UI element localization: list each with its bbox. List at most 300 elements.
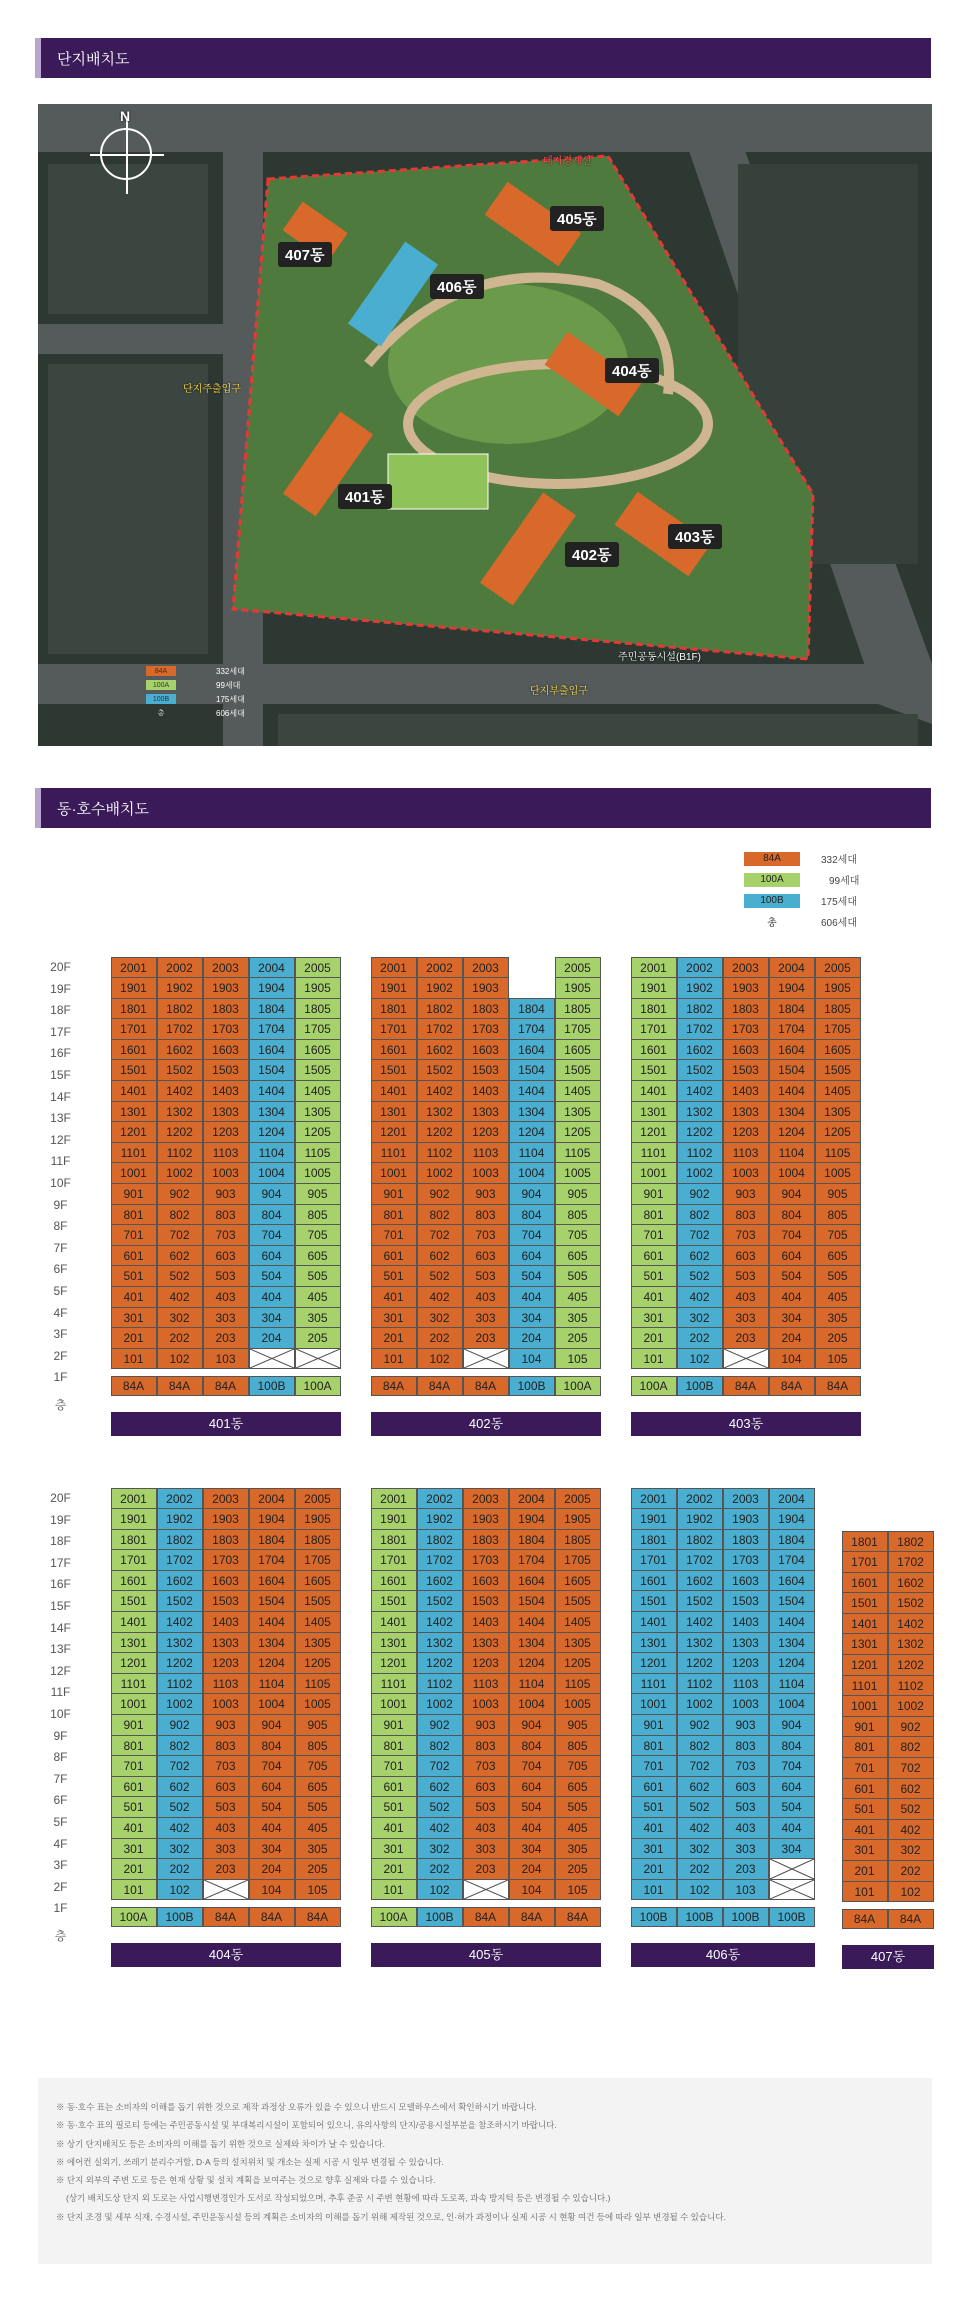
floor-label: 10F <box>50 1706 71 1721</box>
unit-cell: 1205 <box>295 1652 341 1674</box>
unit-cell: 1803 <box>723 998 769 1020</box>
unit-cell: 1203 <box>463 1121 509 1143</box>
unit-cell: 2003 <box>463 957 509 979</box>
unit-cell: 1702 <box>157 1018 203 1040</box>
unit-cell: 1103 <box>203 1673 249 1695</box>
unit-cell: 1103 <box>463 1142 509 1164</box>
unit-cell: 1901 <box>371 1508 417 1530</box>
floor-label: 9F <box>53 1197 68 1212</box>
unit-cell: 1401 <box>111 1080 157 1102</box>
unit-cell: 1703 <box>723 1549 769 1571</box>
unit-cell: 302 <box>157 1838 203 1860</box>
unit-cell: 705 <box>295 1755 341 1777</box>
unit-cell: 1305 <box>555 1632 601 1654</box>
unit-cell: 1101 <box>631 1142 677 1164</box>
floor-label: 1F <box>53 1901 68 1916</box>
unit-cell: 1901 <box>631 977 677 999</box>
dong-block-406동 <box>631 1488 815 1967</box>
type-cell: 84A <box>463 1907 509 1927</box>
unit-cell: 1003 <box>203 1162 249 1184</box>
unit-cell: 1505 <box>815 1059 861 1081</box>
floor-label: 7F <box>53 1240 68 1255</box>
unit-cell: 1401 <box>371 1080 417 1102</box>
unit-cell: 904 <box>249 1183 295 1205</box>
unit-cell: 702 <box>677 1755 723 1777</box>
unit-cell: 605 <box>815 1245 861 1267</box>
unit-cell: 101 <box>371 1348 417 1370</box>
unit-cell: 1201 <box>371 1121 417 1143</box>
unit-cell: 1404 <box>769 1080 815 1102</box>
unit-cell: 1701 <box>371 1018 417 1040</box>
dong-block-405동 <box>371 1488 601 1967</box>
unit-cell: 1602 <box>677 1570 723 1592</box>
building-405-label: 405동 <box>550 206 604 231</box>
unit-cell: 1504 <box>769 1590 815 1612</box>
unit-cell: 2004 <box>769 957 815 979</box>
unit-cell: 1805 <box>555 1529 601 1551</box>
unit-plan-header <box>35 788 931 828</box>
unit-cell: 701 <box>371 1224 417 1246</box>
unit-cell: 1304 <box>249 1632 295 1654</box>
unit-cell: 1505 <box>555 1590 601 1612</box>
type-cell: 100A <box>631 1376 677 1396</box>
unit-cell: 505 <box>555 1265 601 1287</box>
unit-cell: 1702 <box>677 1549 723 1571</box>
unit-cell: 1201 <box>371 1652 417 1674</box>
unit-cell: 1302 <box>157 1101 203 1123</box>
unit-cell: 1201 <box>111 1652 157 1674</box>
unit-cell: 1305 <box>815 1101 861 1123</box>
unit-cell: 1902 <box>417 1508 463 1530</box>
unit-cell: 304 <box>249 1838 295 1860</box>
unit-cell: 801 <box>842 1736 888 1758</box>
unit-cell: 1605 <box>295 1570 341 1592</box>
unit-cell: 1401 <box>371 1611 417 1633</box>
unit-cell: 1402 <box>677 1080 723 1102</box>
unit-cell: 303 <box>203 1307 249 1329</box>
unit-cell: 1802 <box>157 998 203 1020</box>
unit-cell: 601 <box>371 1776 417 1798</box>
unit-cell: 705 <box>555 1755 601 1777</box>
unit-cell: 904 <box>509 1714 555 1736</box>
unit-cell: 502 <box>157 1265 203 1287</box>
dong-block-404동 <box>111 1488 341 1967</box>
unit-cell: 1105 <box>815 1142 861 1164</box>
unit-cell: 302 <box>417 1307 463 1329</box>
unit-cell: 1701 <box>371 1549 417 1571</box>
unit-cell: 405 <box>295 1817 341 1839</box>
unit-cell: 901 <box>111 1183 157 1205</box>
unit-cell: 501 <box>111 1265 157 1287</box>
unit-cell: 1202 <box>417 1652 463 1674</box>
unit-cell: 703 <box>463 1224 509 1246</box>
unit-cell: 402 <box>888 1819 934 1841</box>
floor-label: 8F <box>53 1750 68 1765</box>
unit-cell: 604 <box>249 1245 295 1267</box>
floor-label: 17F <box>50 1555 71 1570</box>
unit-cell: 1401 <box>631 1611 677 1633</box>
unit-cell: 504 <box>249 1796 295 1818</box>
unit-cell: 1403 <box>203 1080 249 1102</box>
unit-cell: 1601 <box>371 1570 417 1592</box>
unit-cell: 902 <box>677 1183 723 1205</box>
unit-cell: 502 <box>888 1798 934 1820</box>
unit-cell: 904 <box>249 1714 295 1736</box>
unit-cell: 1302 <box>677 1632 723 1654</box>
unit-cell: 104 <box>509 1348 555 1370</box>
unit-cell: 2002 <box>157 957 203 979</box>
unit-cell: 1503 <box>723 1059 769 1081</box>
unit-cell: 802 <box>677 1204 723 1226</box>
unit-cell: 1604 <box>249 1039 295 1061</box>
unit-cell: 1603 <box>463 1570 509 1592</box>
floor-label: 20F <box>50 1491 71 1505</box>
unit-cell: 1805 <box>295 1529 341 1551</box>
unit-cell: 1402 <box>677 1611 723 1633</box>
floor-label: 5F <box>53 1283 68 1298</box>
unit-cell: 805 <box>555 1735 601 1757</box>
unit-cell-unavailable <box>769 1879 815 1901</box>
unit-cell: 404 <box>769 1817 815 1839</box>
unit-cell: 204 <box>769 1327 815 1349</box>
unit-cell: 203 <box>203 1858 249 1880</box>
building-406-label: 406동 <box>430 274 484 299</box>
unit-cell: 1203 <box>723 1121 769 1143</box>
unit-cell: 1103 <box>203 1142 249 1164</box>
floor-label: 19F <box>50 981 71 996</box>
unit-cell: 1705 <box>555 1018 601 1040</box>
unit-cell: 801 <box>631 1735 677 1757</box>
unit-cell: 602 <box>417 1245 463 1267</box>
unit-cell: 1102 <box>417 1142 463 1164</box>
unit-cell: 704 <box>249 1224 295 1246</box>
type-row <box>371 1377 601 1396</box>
unit-cell: 1004 <box>249 1693 295 1715</box>
unit-grid <box>371 1488 601 1900</box>
dong-label: 406동 <box>631 1943 815 1967</box>
unit-cell: 1001 <box>111 1693 157 1715</box>
unit-cell: 604 <box>509 1776 555 1798</box>
unit-cell: 1204 <box>769 1121 815 1143</box>
unit-cell: 901 <box>111 1714 157 1736</box>
unit-cell: 1301 <box>371 1632 417 1654</box>
unit-cell: 1104 <box>249 1142 295 1164</box>
unit-cell: 1903 <box>203 977 249 999</box>
unit-cell: 101 <box>842 1881 888 1903</box>
unit-cell: 2003 <box>203 1488 249 1510</box>
unit-cell: 1604 <box>249 1570 295 1592</box>
floor-label: 4F <box>53 1836 68 1851</box>
unit-cell: 901 <box>631 1183 677 1205</box>
unit-cell: 505 <box>555 1796 601 1818</box>
unit-cell: 305 <box>295 1307 341 1329</box>
unit-cell: 202 <box>417 1858 463 1880</box>
unit-cell: 702 <box>417 1224 463 1246</box>
unit-cell: 1603 <box>723 1570 769 1592</box>
unit-cell: 104 <box>509 1879 555 1901</box>
unit-cell: 1101 <box>842 1675 888 1697</box>
unit-cell: 1402 <box>417 1080 463 1102</box>
unit-cell: 403 <box>463 1817 509 1839</box>
unit-cell: 102 <box>677 1348 723 1370</box>
unit-cell-unavailable <box>463 1879 509 1901</box>
unit-cell: 1405 <box>295 1611 341 1633</box>
unit-cell: 2003 <box>723 1488 769 1510</box>
unit-cell: 1202 <box>157 1652 203 1674</box>
unit-cell: 1503 <box>203 1059 249 1081</box>
unit-cell: 1301 <box>631 1101 677 1123</box>
unit-cell: 303 <box>203 1838 249 1860</box>
unit-cell: 2001 <box>371 1488 417 1510</box>
map-legend <box>146 664 245 720</box>
unit-cell: 1903 <box>723 977 769 999</box>
unit-cell: 2002 <box>157 1488 203 1510</box>
unit-cell: 1705 <box>295 1018 341 1040</box>
unit-cell: 1004 <box>509 1693 555 1715</box>
unit-cell: 1605 <box>555 1039 601 1061</box>
unit-cell: 1003 <box>203 1693 249 1715</box>
unit-cell: 104 <box>769 1348 815 1370</box>
floor-labels-row1 <box>38 957 83 1416</box>
unit-cell: 1002 <box>677 1162 723 1184</box>
unit-cell: 1903 <box>463 1508 509 1530</box>
unit-cell: 105 <box>295 1879 341 1901</box>
unit-cell: 603 <box>723 1776 769 1798</box>
unit-cell: 303 <box>463 1307 509 1329</box>
unit-cell: 1705 <box>295 1549 341 1571</box>
floor-label: 3F <box>53 1858 68 1873</box>
legend-swatch-100a: 100A <box>744 873 800 887</box>
type-cell: 84A <box>888 1909 934 1929</box>
map-legend-count: 99세대 <box>216 680 241 690</box>
unit-cell: 1703 <box>463 1549 509 1571</box>
unit-cell: 1003 <box>723 1693 769 1715</box>
unit-cell: 1404 <box>249 1080 295 1102</box>
unit-cell: 1102 <box>417 1673 463 1695</box>
unit-cell: 702 <box>677 1224 723 1246</box>
unit-cell: 204 <box>509 1858 555 1880</box>
unit-cell: 603 <box>203 1245 249 1267</box>
legend-count: 332세대 <box>821 855 858 866</box>
unit-cell: 2001 <box>111 1488 157 1510</box>
unit-cell: 202 <box>677 1858 723 1880</box>
unit-cell: 1903 <box>463 977 509 999</box>
unit-cell: 1002 <box>157 1162 203 1184</box>
unit-cell: 1701 <box>842 1551 888 1573</box>
unit-cell: 1405 <box>815 1080 861 1102</box>
unit-cell: 1605 <box>815 1039 861 1061</box>
unit-cell: 1304 <box>769 1632 815 1654</box>
unit-cell: 204 <box>509 1327 555 1349</box>
unit-cell: 101 <box>631 1348 677 1370</box>
unit-cell: 901 <box>371 1714 417 1736</box>
unit-cell: 1905 <box>815 977 861 999</box>
unit-cell: 1004 <box>509 1162 555 1184</box>
unit-cell: 1004 <box>249 1162 295 1184</box>
unit-cell: 1203 <box>203 1121 249 1143</box>
unit-cell: 602 <box>677 1776 723 1798</box>
unit-cell: 1102 <box>677 1142 723 1164</box>
type-cell: 84A <box>842 1909 888 1929</box>
unit-cell: 1703 <box>723 1018 769 1040</box>
dong-label: 407동 <box>842 1945 934 1969</box>
unit-cell: 1003 <box>723 1162 769 1184</box>
unit-grid <box>111 957 341 1369</box>
unit-cell: 501 <box>371 1265 417 1287</box>
type-row <box>111 1908 341 1927</box>
unit-cell: 1105 <box>295 1142 341 1164</box>
unit-cell <box>509 957 555 979</box>
floor-label: 2F <box>53 1879 68 1894</box>
unit-cell: 305 <box>555 1838 601 1860</box>
unit-cell: 1601 <box>631 1570 677 1592</box>
unit-cell: 803 <box>203 1204 249 1226</box>
unit-cell: 1802 <box>157 1529 203 1551</box>
legend-count: 175세대 <box>821 897 858 908</box>
unit-cell: 701 <box>631 1755 677 1777</box>
unit-cell: 404 <box>509 1817 555 1839</box>
unit-cell: 1001 <box>371 1162 417 1184</box>
unit-cell: 1804 <box>769 998 815 1020</box>
unit-cell: 905 <box>295 1183 341 1205</box>
unit-cell: 603 <box>203 1776 249 1798</box>
map-legend-swatch: 84A <box>146 666 176 676</box>
unit-cell: 104 <box>249 1879 295 1901</box>
unit-cell: 905 <box>815 1183 861 1205</box>
unit-cell: 1405 <box>555 1611 601 1633</box>
unit-cell: 904 <box>509 1183 555 1205</box>
unit-cell-unavailable <box>769 1858 815 1880</box>
unit-cell: 504 <box>509 1265 555 1287</box>
unit-cell: 1301 <box>111 1101 157 1123</box>
unit-cell: 805 <box>815 1204 861 1226</box>
unit-cell: 1604 <box>769 1570 815 1592</box>
unit-cell: 1404 <box>509 1080 555 1102</box>
unit-cell: 601 <box>631 1245 677 1267</box>
unit-cell: 205 <box>555 1858 601 1880</box>
unit-grid <box>631 1488 815 1900</box>
unit-cell: 203 <box>203 1327 249 1349</box>
unit-cell: 2004 <box>509 1488 555 1510</box>
unit-cell: 1303 <box>463 1101 509 1123</box>
floor-label: 6F <box>53 1793 68 1808</box>
unit-cell: 1004 <box>769 1162 815 1184</box>
unit-cell: 1203 <box>723 1652 769 1674</box>
unit-cell: 1101 <box>371 1142 417 1164</box>
unit-cell: 805 <box>295 1204 341 1226</box>
unit-cell: 1803 <box>463 998 509 1020</box>
unit-cell: 805 <box>555 1204 601 1226</box>
unit-cell: 602 <box>888 1778 934 1800</box>
unit-grid <box>371 957 601 1369</box>
unit-cell: 205 <box>295 1327 341 1349</box>
type-cell: 84A <box>157 1376 203 1396</box>
unit-cell: 2002 <box>677 957 723 979</box>
unit-cell: 502 <box>677 1265 723 1287</box>
unit-cell: 1902 <box>677 977 723 999</box>
unit-cell: 304 <box>509 1838 555 1860</box>
unit-cell: 1102 <box>157 1142 203 1164</box>
unit-cell: 1903 <box>203 1508 249 1530</box>
dong-label: 401동 <box>111 1412 341 1436</box>
main-entrance-label: 단지주출입구 <box>183 384 241 395</box>
unit-cell: 605 <box>295 1245 341 1267</box>
dong-label: 404동 <box>111 1943 341 1967</box>
unit-cell: 1502 <box>417 1590 463 1612</box>
unit-cell: 1702 <box>157 1549 203 1571</box>
type-cell: 100B <box>509 1376 555 1396</box>
unit-cell: 804 <box>509 1735 555 1757</box>
unit-cell: 801 <box>111 1204 157 1226</box>
unit-cell: 202 <box>417 1327 463 1349</box>
unit-cell: 1004 <box>769 1693 815 1715</box>
unit-cell: 1804 <box>769 1529 815 1551</box>
unit-cell: 1905 <box>555 1508 601 1530</box>
legend-swatch-100b: 100B <box>744 894 800 908</box>
unit-cell: 802 <box>417 1735 463 1757</box>
unit-cell: 201 <box>842 1860 888 1882</box>
unit-cell: 502 <box>157 1796 203 1818</box>
unit-cell: 704 <box>769 1224 815 1246</box>
type-cell: 100B <box>249 1376 295 1396</box>
unit-cell: 1603 <box>463 1039 509 1061</box>
unit-cell: 502 <box>417 1796 463 1818</box>
unit-cell: 1603 <box>203 1039 249 1061</box>
unit-cell: 401 <box>842 1819 888 1841</box>
map-legend-swatch: 총 <box>157 710 165 717</box>
unit-cell: 302 <box>417 1838 463 1860</box>
unit-cell: 1505 <box>295 1059 341 1081</box>
unit-cell: 1804 <box>249 1529 295 1551</box>
unit-cell: 302 <box>677 1838 723 1860</box>
unit-cell: 901 <box>842 1716 888 1738</box>
unit-cell: 1802 <box>888 1531 934 1553</box>
unit-cell: 1505 <box>555 1059 601 1081</box>
unit-cell: 704 <box>509 1224 555 1246</box>
unit-cell: 1505 <box>295 1590 341 1612</box>
type-cell: 84A <box>203 1376 249 1396</box>
unit-cell: 301 <box>631 1838 677 1860</box>
unit-cell: 1404 <box>769 1611 815 1633</box>
unit-cell: 1701 <box>631 1018 677 1040</box>
unit-cell: 1104 <box>509 1142 555 1164</box>
unit-cell: 1602 <box>417 1570 463 1592</box>
unit-cell: 803 <box>203 1735 249 1757</box>
unit-cell: 803 <box>463 1204 509 1226</box>
unit-cell: 1303 <box>203 1632 249 1654</box>
unit-cell: 1703 <box>203 1549 249 1571</box>
unit-cell: 1802 <box>417 998 463 1020</box>
unit-cell: 902 <box>888 1716 934 1738</box>
unit-cell: 1304 <box>509 1101 555 1123</box>
unit-cell: 402 <box>417 1817 463 1839</box>
unit-cell: 1402 <box>157 1611 203 1633</box>
unit-cell: 1101 <box>111 1142 157 1164</box>
floor-label: 19F <box>50 1512 71 1527</box>
unit-cell: 704 <box>509 1755 555 1777</box>
unit-cell: 1504 <box>509 1059 555 1081</box>
unit-cell: 1005 <box>555 1162 601 1184</box>
unit-cell: 202 <box>888 1860 934 1882</box>
unit-cell: 1402 <box>417 1611 463 1633</box>
unit-cell: 1705 <box>815 1018 861 1040</box>
dong-block-407동 <box>842 1531 934 1969</box>
unit-cell: 1501 <box>371 1590 417 1612</box>
unit-cell: 305 <box>295 1838 341 1860</box>
type-cell: 84A <box>371 1376 417 1396</box>
unit-cell: 1701 <box>631 1549 677 1571</box>
unit-cell: 303 <box>463 1838 509 1860</box>
